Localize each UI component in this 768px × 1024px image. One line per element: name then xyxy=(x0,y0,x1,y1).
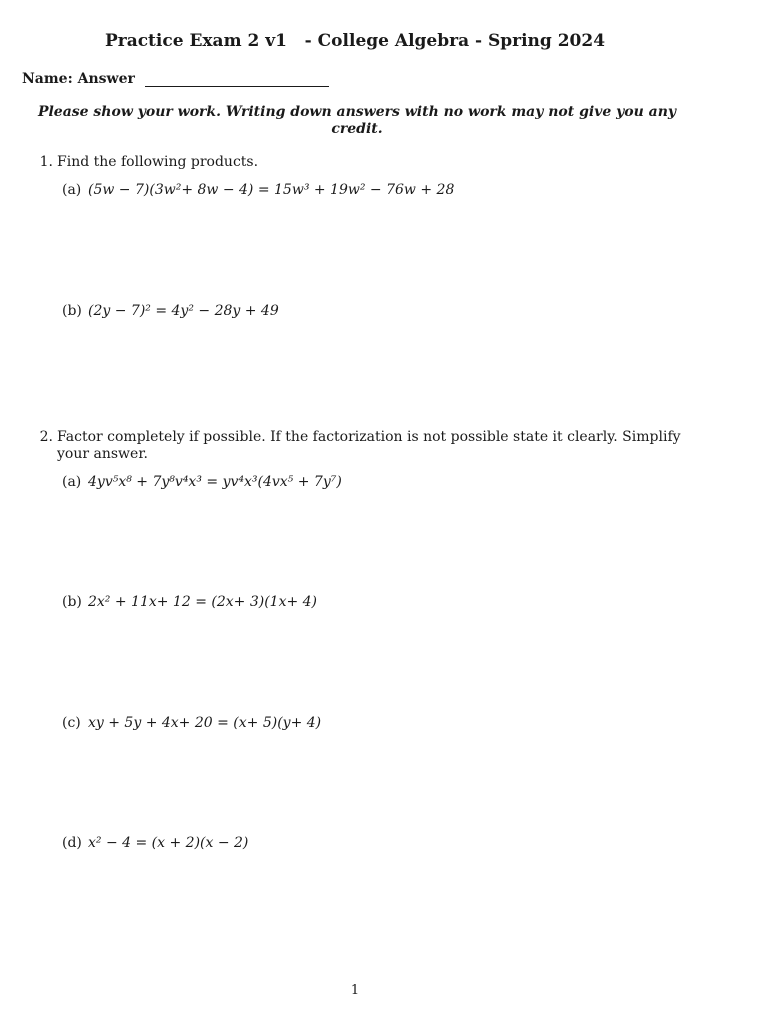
question-2-part-a xyxy=(62,474,342,490)
question-prompt: Find the following products. xyxy=(57,154,259,170)
part-label: (b) xyxy=(62,303,82,319)
question-2-part-c xyxy=(62,715,321,731)
question-1-part-a xyxy=(62,182,454,198)
name-field xyxy=(22,71,329,87)
question-1-part-b xyxy=(62,303,279,319)
part-expression: 2x² + 11x+ 12 = (2x+ 3)(1x+ 4) xyxy=(88,594,318,610)
part-expression: (2y − 7)² = 4y² − 28y + 49 xyxy=(88,303,279,319)
question-2-part-b xyxy=(62,594,317,610)
question-2 xyxy=(33,429,693,463)
question-number: 2. xyxy=(39,429,53,445)
question-number: 1. xyxy=(39,154,53,170)
part-label: (d) xyxy=(62,835,82,851)
part-label: (a) xyxy=(62,182,82,198)
part-expression: (5w − 7)(3w²+ 8w − 4) = 15w³ + 19w² − 76w + 28 xyxy=(88,182,455,198)
page-number: 1 xyxy=(350,983,360,998)
part-expression: x² − 4 = (x + 2)(x − 2) xyxy=(88,835,249,851)
question-1 xyxy=(33,154,258,171)
part-expression: 4yv⁵x⁸ + 7y⁸v⁴x³ = yv⁴x³(4vx⁵ + 7y⁷) xyxy=(88,474,342,490)
part-label: (a) xyxy=(62,474,82,490)
part-expression: xy + 5y + 4x+ 20 = (x+ 5)(y+ 4) xyxy=(88,715,322,731)
question-2-part-d xyxy=(62,835,248,851)
question-prompt: Factor completely if possible. If the factorization is not possible state it clearly. Simplify your answer. xyxy=(57,429,681,462)
name-label: Name: Answer xyxy=(22,71,135,87)
name-blank-line xyxy=(145,72,329,87)
instructions: Please show your work. Writing down answers with no work may not give you any credit. xyxy=(37,104,677,137)
part-label: (b) xyxy=(62,594,82,610)
exam-title: Practice Exam 2 v1 - College Algebra - Spring 2024 xyxy=(104,31,606,51)
part-label: (c) xyxy=(62,715,81,731)
